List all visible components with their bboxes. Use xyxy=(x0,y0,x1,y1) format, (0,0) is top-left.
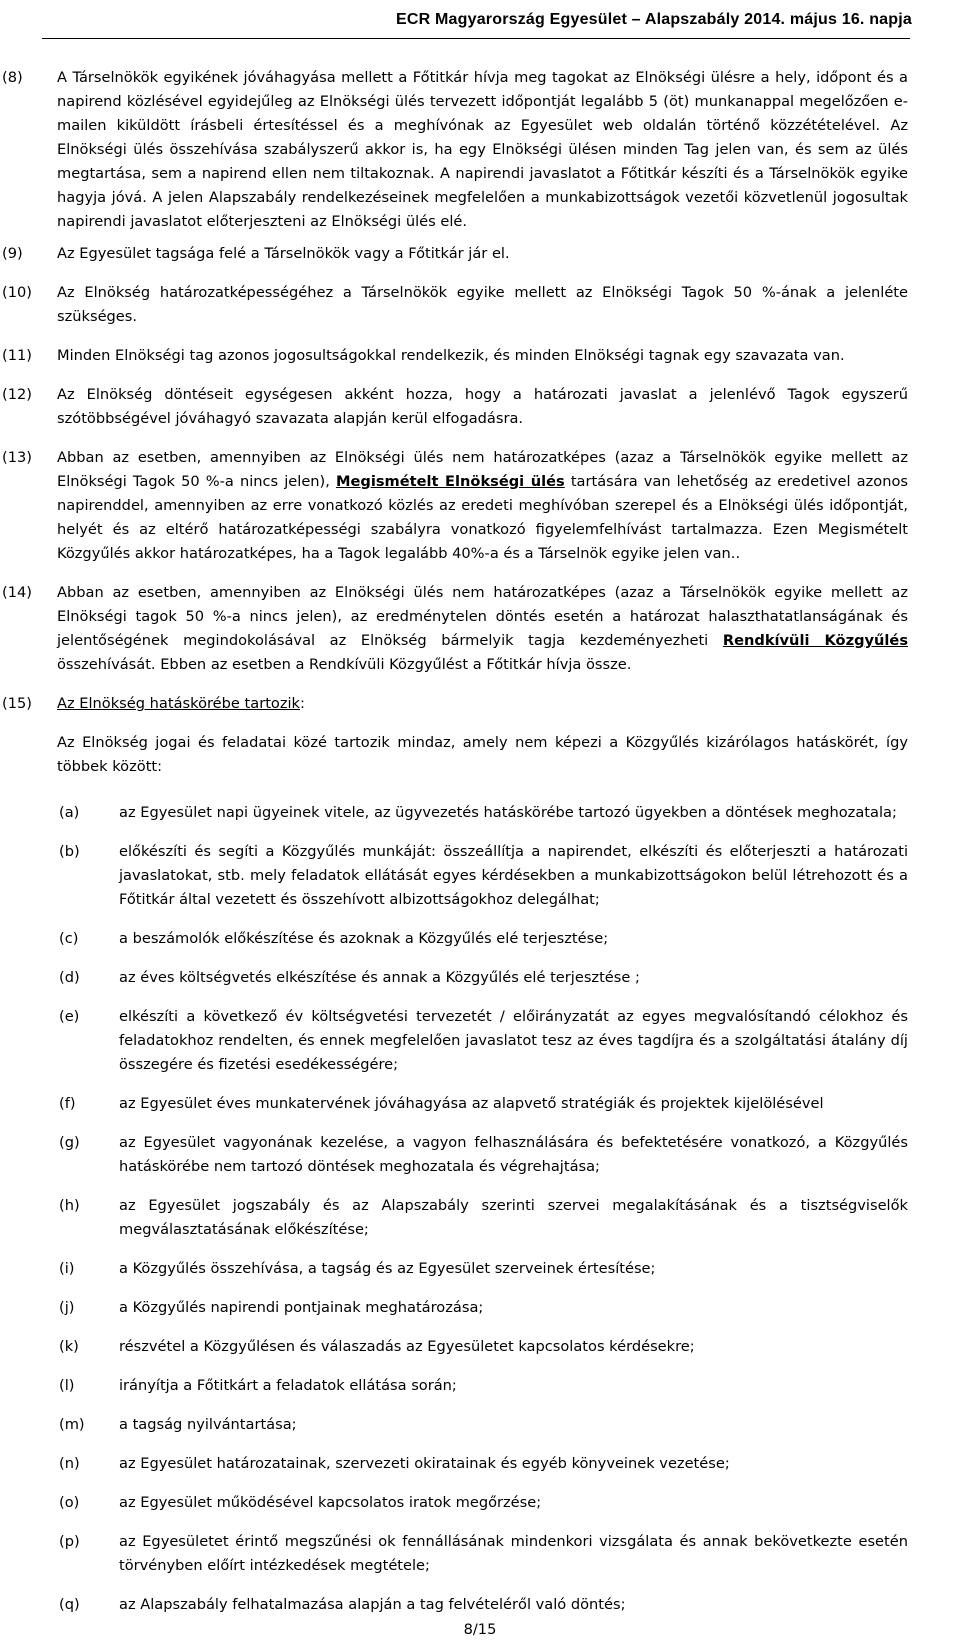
list-item-text: az Egyesület éves munkatervének jóváhagyása az alapvető stratégiák és projektek kijelölésével xyxy=(119,1095,824,1112)
list-item-letter: (k) xyxy=(59,1338,79,1355)
list-item xyxy=(0,1413,960,1437)
list-item xyxy=(0,1491,960,1515)
list-item xyxy=(0,1296,960,1320)
list-item-text: az Egyesületet érintő megszűnési ok fennállásának mindenkori vizsgálata és annak bekövetkezte esetén törvényben előírt intézkedések megtétele; xyxy=(119,1533,908,1574)
list-item-text: részvétel a Közgyűlésen és válaszadás az Egyesületet kapcsolatos kérdésekre; xyxy=(119,1338,695,1355)
paragraph-intro: Az Elnökség jogai és feladatai közé tartozik mindaz, amely nem képezi a Közgyűlés kizárólagos hatáskörét, így többek között: xyxy=(57,734,908,775)
list-item-letter: (d) xyxy=(59,969,80,986)
list-item xyxy=(0,1452,960,1476)
list-item xyxy=(0,1131,960,1179)
list-item-text: az Alapszabály felhatalmazása alapján a tag felvételéről való döntés; xyxy=(119,1596,626,1613)
paragraph-text-part: Abban az esetben, amennyiben az Elnökségi ülés nem határozatképes (azaz a Társelnökök egyike mellett az Elnökségi tagok 50 %-a nincs jelen), az eredménytelen döntés esetén a határozat halaszthatatlanságának és jelentőségének megindokolásával az Elnökség bármelyik tagja kezdeményezheti xyxy=(57,584,908,649)
list-item xyxy=(0,966,960,990)
list-item-letter: (q) xyxy=(59,1596,80,1613)
list-item-letter: (i) xyxy=(59,1260,75,1277)
list-item xyxy=(0,1374,960,1398)
page-header-title: ECR Magyarország Egyesület – Alapszabály 2014. május 16. napja xyxy=(395,11,912,28)
list-item-letter: (h) xyxy=(59,1197,80,1214)
paragraph-text: Az Elnökség határozatképességéhez a Társelnökök egyike mellett az Elnökségi Tagok 50 %-ának a jelenléte szükséges. xyxy=(57,284,908,325)
paragraph-heading-text: Az Elnökség hatáskörébe tartozik xyxy=(57,695,301,712)
list-item xyxy=(0,840,960,912)
list-item-letter: (n) xyxy=(59,1455,80,1472)
paragraph-11 xyxy=(0,344,960,368)
paragraph-text: A Társelnökök egyikének jóváhagyása mellett a Főtitkár hívja meg tagokat az Elnökségi ülésre a hely, időpont és a napirend közlésével egyidejűleg az Elnökségi ülés tervezett időpontját legalább 5 (öt) munkanappal megelőzően e-mailen kiküldött írásbeli értesítéssel és a meghívónak az Egyesület web oldalán történő közzétételével. Az Elnökségi ülés összehívása szabályszerű akkor is, ha egy Elnökségi ülésen minden Tag jelen van, és sem az ülés megtartása, sem a napirend ellen nem tiltakoznak. A napirendi javaslatot a Főtitkár készíti és a Társelnökök egyike hagyja jóvá. A jelen Alapszabály rendelkezéseinek megfelelően a munkabizottságok vezetői közvetlenül jogosultak napirendi javaslatot előterjeszteni az Elnökségi ülés elé. xyxy=(57,69,908,230)
list-item-text: az Egyesület jogszabály és az Alapszabály szerinti szervei megalakításának és a tisztségviselők megválasztatásának előkészítése; xyxy=(119,1197,908,1238)
paragraph-text-part: tartására van lehetőség az eredetivel azonos napirenddel, amennyiben az erre vonatkozó közlés az eredeti meghívóban szerepel és a Elnökségi ülés időpontját, helyét és az eltérő határozatképességi szabályra vonatkozó figyelemfelhívást tartalmazza. Ezen Megismételt Közgyűlés akkor határozatképes, ha a Tagok legalább 40%-a és a Társelnök egyike jelen van.. xyxy=(57,473,908,562)
page-number: 8/15 xyxy=(463,1621,497,1638)
paragraph-9 xyxy=(0,242,960,266)
paragraph-text xyxy=(57,446,908,566)
repeated-board-meeting-term: Megismételt Elnökségi ülés xyxy=(336,473,565,490)
paragraph-number: (13) xyxy=(2,449,32,466)
paragraph-10 xyxy=(0,281,960,329)
paragraph-13 xyxy=(0,446,960,566)
list-item xyxy=(0,1593,960,1617)
list-item-text: az Egyesület vagyonának kezelése, a vagyon felhasználására és befektetésére vonatkozó, a Közgyűlés hatáskörébe nem tartozó döntések meghozatala és végrehajtása; xyxy=(119,1134,908,1175)
header-divider xyxy=(42,38,910,39)
list-item-letter: (p) xyxy=(59,1533,80,1550)
list-item-text: elkészíti a következő év költségvetési tervezetét / előirányzatát az egyes megvalósítandó célokhoz és feladatokhoz rendelten, és ennek megfelelően javaslatot tesz az éves tagdíjra és a szolgáltatási átalány díj összegére és fizetési esedékességére; xyxy=(119,1008,908,1073)
paragraph-text-part: Abban az esetben, amennyiben az Elnökségi ülés nem határozatképes (azaz a Társelnökök egyike mellett az Elnökségi Tagok 50 %-a nincs jelen), xyxy=(57,449,908,490)
list-item xyxy=(0,1257,960,1281)
paragraph-text-part: összehívását. Ebben az esetben a Rendkívüli Közgyűlést a Főtitkár hívja össze. xyxy=(57,656,632,673)
paragraph-number: (12) xyxy=(2,386,32,403)
list-item-letter: (e) xyxy=(59,1008,80,1025)
list-item-letter: (j) xyxy=(59,1299,75,1316)
list-item-letter: (o) xyxy=(59,1494,80,1511)
paragraph-14 xyxy=(0,581,960,677)
list-item-letter: (b) xyxy=(59,843,80,860)
list-item-text: előkészíti és segíti a Közgyűlés munkáját: összeállítja a napirendet, elkészíti és előterjeszti a határozati javaslatokat, stb. mely feladatok ellátását egyes kérdésekben a munkabizottságokon belül létrehozott és a Főtitkár által vezetett és összehívott albizottságokhoz delegálhat; xyxy=(119,843,908,908)
list-item-text: a beszámolók előkészítése és azoknak a Közgyűlés elé terjesztése; xyxy=(119,930,609,947)
list-item xyxy=(0,1092,960,1116)
list-item-letter: (c) xyxy=(59,930,79,947)
list-item-letter: (m) xyxy=(59,1416,85,1433)
list-item-letter: (a) xyxy=(59,804,80,821)
paragraph-text: Az Egyesület tagsága felé a Társelnökök vagy a Főtitkár jár el. xyxy=(57,245,510,262)
paragraph-text xyxy=(57,581,908,677)
list-item xyxy=(0,1005,960,1077)
paragraph-text: Az Elnökség döntéseit egységesen akként hozza, hogy a határozati javaslat a jelenlévő Tagok egyszerű szótöbbségével jóváhagyó szavazata alapján kerül elfogadásra. xyxy=(57,386,908,427)
paragraph-text: Minden Elnökségi tag azonos jogosultságokkal rendelkezik, és minden Elnökségi tagnak egy szavazata van. xyxy=(57,347,845,364)
paragraph-8 xyxy=(0,66,960,234)
paragraph-number: (8) xyxy=(2,69,23,86)
list-item-text: az éves költségvetés elkészítése és annak a Közgyűlés elé terjesztése ; xyxy=(119,969,640,986)
list-item-letter: (l) xyxy=(59,1377,75,1394)
list-item xyxy=(0,1194,960,1242)
list-item-text: irányítja a Főtitkárt a feladatok ellátása során; xyxy=(119,1377,457,1394)
list-item-text: a tagság nyilvántartása; xyxy=(119,1416,297,1433)
document-body xyxy=(0,66,960,1617)
paragraph-15 xyxy=(0,692,960,779)
list-item xyxy=(0,1335,960,1359)
list-item-text: az Egyesület működésével kapcsolatos iratok megőrzése; xyxy=(119,1494,542,1511)
competence-list xyxy=(0,801,960,1617)
list-item xyxy=(0,927,960,951)
paragraph-number: (15) xyxy=(2,695,32,712)
paragraph-number: (14) xyxy=(2,584,32,601)
list-item-text: az Egyesület napi ügyeinek vitele, az ügyvezetés hatáskörébe tartozó ügyekben a döntések meghozatala; xyxy=(119,804,897,821)
paragraph-number: (9) xyxy=(2,245,23,262)
list-item-text: a Közgyűlés napirendi pontjainak meghatározása; xyxy=(119,1299,484,1316)
paragraph-number: (11) xyxy=(2,347,32,364)
extraordinary-assembly-term: Rendkívüli Közgyűlés xyxy=(722,632,908,649)
list-item-text: az Egyesület határozatainak, szervezeti okiratainak és egyéb könyveinek vezetése; xyxy=(119,1455,730,1472)
list-item-letter: (g) xyxy=(59,1134,80,1151)
paragraph-12 xyxy=(0,383,960,431)
list-item-text: a Közgyűlés összehívása, a tagság és az Egyesület szerveinek értesítése; xyxy=(119,1260,656,1277)
paragraph-heading-suffix: : xyxy=(300,695,305,712)
list-item-letter: (f) xyxy=(59,1095,76,1112)
paragraph-heading xyxy=(57,692,908,716)
list-item xyxy=(0,1530,960,1578)
paragraph-number: (10) xyxy=(2,284,32,301)
list-item xyxy=(0,801,960,825)
